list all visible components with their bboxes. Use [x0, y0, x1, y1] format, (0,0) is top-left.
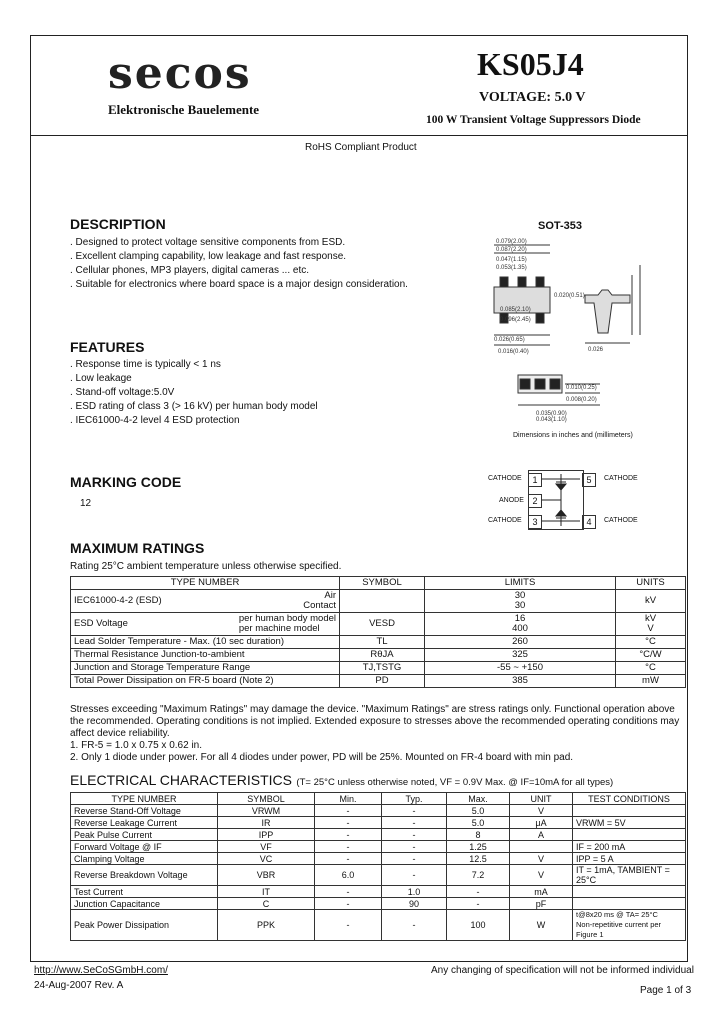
- limit: 325: [425, 649, 616, 662]
- symbol: VBR: [218, 865, 315, 886]
- table-row: [71, 817, 686, 829]
- typ: 1.0: [382, 886, 447, 898]
- stress-note: Stresses exceeding "Maximum Ratings" may damage the device. "Maximum Ratings" are stress ratings only. Functional operation above the recommended. Operating conditions is not implied. Extended exposure to stresses above the recommended operating conditions may affect device reliability.: [70, 704, 680, 739]
- unit: V: [647, 623, 654, 634]
- tagline: Elektronische Bauelemente: [108, 102, 260, 117]
- unit: kV: [616, 590, 686, 613]
- svg-text:0.035(0.90): 0.035(0.90): [536, 411, 567, 417]
- col-header: TEST CONDITIONS: [573, 793, 686, 805]
- pin-5: 5: [582, 473, 596, 487]
- col-header: LIMITS: [425, 577, 616, 590]
- symbol: VRWM: [218, 805, 315, 817]
- pin-4: 4: [582, 515, 596, 529]
- symbol: C: [218, 898, 315, 910]
- svg-text:0.026(0.65): 0.026(0.65): [494, 337, 525, 343]
- electrical-subtitle: (T= 25°C unless otherwise noted, VF = 0.9V Max. @ IF=10mA for all types): [296, 777, 614, 788]
- table-row: [71, 636, 686, 649]
- test-condition: VRWM = 5V: [573, 817, 686, 829]
- list-item: . Cellular phones, MP3 players, digital cameras ... etc.: [70, 265, 309, 276]
- param-name: Junction and Storage Temperature Range: [71, 662, 340, 675]
- footer-disclaimer: Any changing of specification will not be informed individual: [431, 965, 694, 976]
- pin-label-cathode4: CATHODE: [604, 517, 638, 524]
- param-name: Clamping Voltage: [71, 853, 218, 865]
- min: -: [315, 841, 382, 853]
- table-row: [71, 590, 686, 613]
- param-name: Thermal Resistance Junction-to-ambient: [71, 649, 340, 662]
- param-name: Test Current: [71, 886, 218, 898]
- unit: [510, 841, 573, 853]
- unit: °C: [616, 636, 686, 649]
- param-name: Reverse Leakage Current: [71, 817, 218, 829]
- param-name: Reverse Stand-Off Voltage: [71, 805, 218, 817]
- unit: A: [510, 829, 573, 841]
- unit: °C/W: [616, 649, 686, 662]
- svg-text:0.026: 0.026: [588, 347, 604, 353]
- test-condition: [573, 898, 686, 910]
- list-item: . Excellent clamping capability, low leakage and fast response.: [70, 251, 347, 262]
- param-name: Peak Pulse Current: [71, 829, 218, 841]
- svg-text:0.079(2.00): 0.079(2.00): [496, 239, 527, 245]
- note-1: 1. FR-5 = 1.0 x 0.75 x 0.62 in.: [70, 740, 203, 751]
- rohs-note: RoHS Compliant Product: [305, 142, 417, 153]
- max: 1.25: [447, 841, 510, 853]
- symbol: IPP: [218, 829, 315, 841]
- min: -: [315, 910, 382, 941]
- typ: -: [382, 805, 447, 817]
- svg-text:0.087(2.20): 0.087(2.20): [496, 247, 527, 253]
- test-condition: [573, 886, 686, 898]
- max: -: [447, 886, 510, 898]
- unit: °C: [616, 662, 686, 675]
- symbol: TJ,TSTG: [340, 662, 425, 675]
- typ: -: [382, 817, 447, 829]
- secos-logo: secos: [108, 48, 252, 99]
- max-ratings-subtitle: Rating 25°C ambient temperature unless otherwise specified.: [70, 561, 342, 572]
- footer-page: Page 1 of 3: [640, 985, 692, 996]
- col-header: TYPE NUMBER: [71, 577, 340, 590]
- voltage-rating: VOLTAGE: 5.0 V: [479, 90, 586, 105]
- unit: V: [510, 853, 573, 865]
- list-item: . ESD rating of class 3 (> 16 kV) per human body model: [70, 401, 318, 412]
- condition: Air: [324, 590, 336, 601]
- limit: 385: [425, 675, 616, 688]
- description-list: [70, 236, 408, 292]
- features-list: [70, 358, 318, 428]
- limit: 260: [425, 636, 616, 649]
- svg-text:0.010(0.25): 0.010(0.25): [566, 385, 597, 391]
- test-condition: t@8x20 ms @ TA= 25°C: [576, 910, 658, 919]
- max-ratings-table: [70, 576, 686, 688]
- symbol: PPK: [218, 910, 315, 941]
- test-condition: Non-repetitive current per Figure 1: [576, 920, 662, 939]
- svg-text:0.043(1.10): 0.043(1.10): [536, 417, 567, 423]
- max: 7.2: [447, 865, 510, 886]
- max: 12.5: [447, 853, 510, 865]
- test-condition: [573, 829, 686, 841]
- param-name: Reverse Breakdown Voltage: [71, 865, 218, 886]
- unit: kV: [644, 613, 657, 624]
- table-row: [71, 662, 686, 675]
- table-row: [71, 649, 686, 662]
- max: 5.0: [447, 805, 510, 817]
- limit: 16: [514, 613, 526, 624]
- typ: 90: [382, 898, 447, 910]
- min: -: [315, 829, 382, 841]
- symbol: TL: [340, 636, 425, 649]
- unit: mW: [616, 675, 686, 688]
- table-header-row: [71, 793, 686, 805]
- pin-label-cathode3: CATHODE: [488, 517, 522, 524]
- features-heading: FEATURES: [70, 339, 145, 355]
- table-row: [71, 865, 686, 886]
- col-header: Min.: [315, 793, 382, 805]
- max: -: [447, 898, 510, 910]
- unit: pF: [510, 898, 573, 910]
- list-item: . IEC61000-4-2 level 4 ESD protection: [70, 415, 240, 426]
- col-header: UNITS: [616, 577, 686, 590]
- symbol: RθJA: [340, 649, 425, 662]
- diode-symbols: [542, 472, 580, 528]
- symbol: IR: [218, 817, 315, 829]
- table-row: [71, 910, 686, 941]
- symbol: PD: [340, 675, 425, 688]
- max: 8: [447, 829, 510, 841]
- test-condition: [573, 805, 686, 817]
- param-name: Peak Power Dissipation: [71, 910, 218, 941]
- col-header: TYPE NUMBER: [71, 793, 218, 805]
- symbol: [340, 590, 425, 613]
- table-row: [71, 675, 686, 688]
- notes: [70, 704, 690, 764]
- part-number: KS05J4: [477, 46, 584, 82]
- table-row: [71, 613, 686, 636]
- col-header: UNIT: [510, 793, 573, 805]
- dims-note: Dimensions in inches and (millimeters): [513, 432, 633, 439]
- max: 100: [447, 910, 510, 941]
- col-header: SYMBOL: [340, 577, 425, 590]
- electrical-table: [70, 792, 686, 941]
- condition: per machine model: [238, 623, 320, 634]
- footer-url-link[interactable]: http://www.SeCoSGmbH.com/: [34, 965, 168, 976]
- limit: 400: [512, 623, 528, 634]
- param-name: IEC61000-4-2 (ESD): [74, 595, 162, 606]
- param-name: Total Power Dissipation on FR-5 board (Note 2): [71, 675, 340, 688]
- typ: -: [382, 829, 447, 841]
- description-heading: DESCRIPTION: [70, 216, 166, 232]
- col-header: Max.: [447, 793, 510, 805]
- symbol: VC: [218, 853, 315, 865]
- list-item: . Designed to protect voltage sensitive components from ESD.: [70, 237, 346, 248]
- typ: -: [382, 841, 447, 853]
- min: -: [315, 886, 382, 898]
- min: -: [315, 817, 382, 829]
- typ: -: [382, 910, 447, 941]
- pinout-diagram: [486, 462, 646, 540]
- marking-heading: MARKING CODE: [70, 474, 182, 490]
- svg-text:0.096(2.45): 0.096(2.45): [500, 317, 531, 323]
- symbol: IT: [218, 886, 315, 898]
- svg-text:0.053(1.35): 0.053(1.35): [496, 265, 527, 271]
- table-row: [71, 829, 686, 841]
- table-row: [71, 853, 686, 865]
- max-ratings-heading: MAXIMUM RATINGS: [70, 540, 205, 556]
- typ: -: [382, 853, 447, 865]
- pin-2: 2: [528, 494, 542, 508]
- typ: -: [382, 865, 447, 886]
- unit: mA: [510, 886, 573, 898]
- list-item: . Stand-off voltage:5.0V: [70, 387, 175, 398]
- list-item: . Response time is typically < 1 ns: [70, 359, 221, 370]
- unit: V: [510, 805, 573, 817]
- param-name: Lead Solder Temperature - Max. (10 sec duration): [71, 636, 340, 649]
- pin-1: 1: [528, 473, 542, 487]
- table-header-row: [71, 577, 686, 590]
- min: 6.0: [315, 865, 382, 886]
- param-name: ESD Voltage: [74, 618, 128, 629]
- min: -: [315, 805, 382, 817]
- device-description: 100 W Transient Voltage Suppressors Diode: [426, 114, 641, 126]
- unit: μA: [510, 817, 573, 829]
- table-row: [71, 841, 686, 853]
- svg-text:0.047(1.15): 0.047(1.15): [496, 257, 527, 263]
- svg-text:0.020(0.51): 0.020(0.51): [554, 293, 585, 299]
- symbol: VESD: [340, 613, 425, 636]
- electrical-heading: ELECTRICAL CHARACTERISTICS: [70, 772, 292, 788]
- table-row: [71, 898, 686, 910]
- col-header: SYMBOL: [218, 793, 315, 805]
- pin-label-cathode1: CATHODE: [488, 475, 522, 482]
- condition: Contact: [303, 600, 336, 611]
- test-condition: IT = 1mA, TAMBIENT = 25°C: [573, 865, 686, 886]
- limit: -55 ~ +150: [425, 662, 616, 675]
- min: -: [315, 853, 382, 865]
- condition: per human body model: [238, 613, 336, 624]
- pin-3: 3: [528, 515, 542, 529]
- test-condition: IPP = 5 A: [573, 853, 686, 865]
- param-name: Forward Voltage @ IF: [71, 841, 218, 853]
- marking-code: 12: [80, 498, 92, 509]
- pin-label-cathode5: CATHODE: [604, 475, 638, 482]
- pin-label-anode: ANODE: [499, 497, 524, 504]
- electrical-heading-row: [70, 772, 613, 790]
- param-name: Junction Capacitance: [71, 898, 218, 910]
- col-header: Typ.: [382, 793, 447, 805]
- package-outline-drawing: [480, 235, 650, 440]
- symbol: VF: [218, 841, 315, 853]
- svg-text:0.016(0.40): 0.016(0.40): [498, 349, 529, 355]
- min: -: [315, 898, 382, 910]
- limit: 30: [514, 590, 526, 601]
- max: 5.0: [447, 817, 510, 829]
- svg-text:0.008(0.20): 0.008(0.20): [566, 397, 597, 403]
- package-title: SOT-353: [538, 220, 583, 232]
- table-row: [71, 886, 686, 898]
- list-item: . Suitable for electronics where board space is a major design consideration.: [70, 279, 408, 290]
- header-divider: [30, 135, 687, 136]
- test-condition: IF = 200 mA: [573, 841, 686, 853]
- list-item: . Low leakage: [70, 373, 132, 384]
- footer-date: 24-Aug-2007 Rev. A: [34, 980, 124, 991]
- limit: 30: [514, 600, 526, 611]
- table-row: [71, 805, 686, 817]
- unit: V: [510, 865, 573, 886]
- unit: W: [510, 910, 573, 941]
- svg-text:0.085(2.10): 0.085(2.10): [500, 307, 531, 313]
- note-2: 2. Only 1 diode under power. For all 4 diodes under power, PD will be 25%. Mounted on FR-4 board with min pad.: [70, 752, 574, 763]
